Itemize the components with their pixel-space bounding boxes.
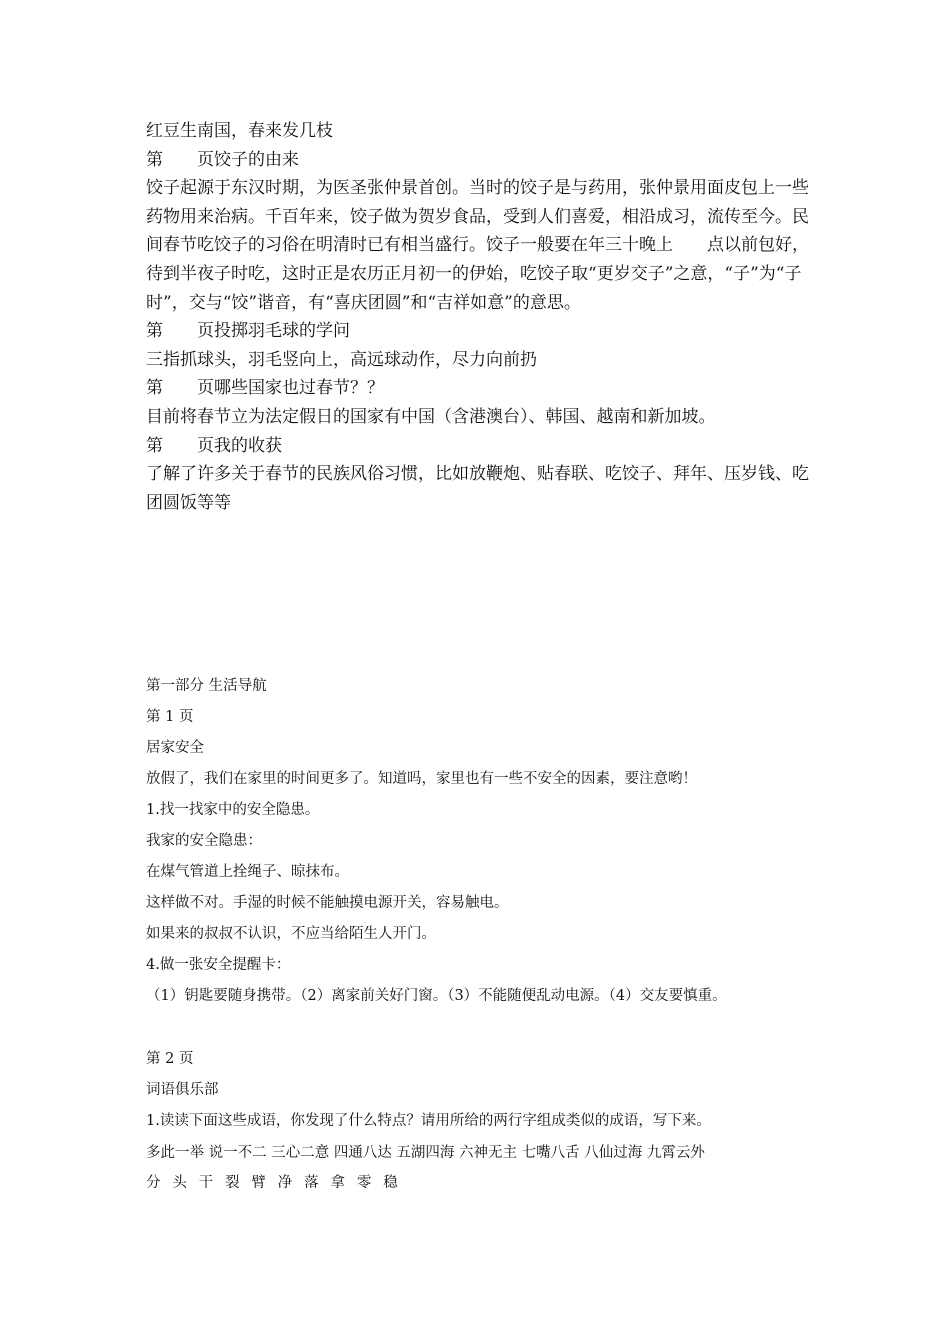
part-title: 第一部分 生活导航 bbox=[146, 678, 267, 694]
page1-intro: 放假了，我们在家里的时间更多了。知道吗，家里也有一些不安全的因素，要注意哟！ bbox=[146, 771, 697, 787]
hazard-item: 如果来的叔叔不认识，不应当给陌生人开门。 bbox=[146, 926, 436, 942]
section-gap bbox=[146, 1012, 836, 1044]
heading-badminton: 第 页投掷羽毛球的学问 bbox=[146, 321, 350, 342]
heading-countries: 第 页哪些国家也过春节？？ bbox=[146, 378, 384, 399]
hazards-label: 我家的安全隐患： bbox=[146, 833, 262, 849]
safety-card: （1）钥匙要随身携带。（2）离家前关好门窗。（3）不能随便乱动电源。（4）交友要慎重。 bbox=[146, 988, 727, 1004]
hazard-item: 这样做不对。手湿的时候不能触摸电源开关，容易触电。 bbox=[146, 895, 509, 911]
given-characters: 分 头 干 裂 臂 净 落 拿 零 稳 bbox=[146, 1175, 402, 1191]
spring-festival-notes bbox=[146, 117, 816, 517]
page1-question-1: 1.找一找家中的安全隐患。 bbox=[146, 802, 320, 818]
page1-label: 第 1 页 bbox=[146, 709, 194, 725]
page2-question-1: 1.读读下面这些成语，你发现了什么特点？请用所给的两行字组成类似的成语，写下来。 bbox=[146, 1113, 711, 1129]
page1-question-4: 4.做一张安全提醒卡： bbox=[146, 957, 291, 973]
poem-line: 红豆生南国，春来发几枝 bbox=[146, 121, 333, 141]
paragraph-my-harvest: 了解了许多关于春节的民族风俗习惯，比如放鞭炮、贴春联、吃饺子、拜年、压岁钱、吃团圆饭等等 bbox=[146, 464, 809, 513]
life-navigation-answers bbox=[146, 671, 836, 1199]
paragraph-dumpling-origin: 饺子起源于东汉时期，为医圣张仲景首创。当时的饺子是与药用，张仲景用面皮包上一些药物用来治病。千百年来，饺子做为贺岁食品，受到人们喜爱，相沿成习，流传至今。民间春节吃饺子的习俗在明清时已有相当盛行。饺子一般要在年三十晚上 点以前包好，待到半夜子时吃，这时正是农历正月初一的伊始，吃饺子取“更岁交子”之意，“子”为“子时”，交与“饺”谐音，有“喜庆团圆”和“吉祥如意”的意思。 bbox=[146, 178, 809, 313]
heading-my-harvest: 第 页我的收获 bbox=[146, 435, 282, 456]
paragraph-countries: 目前将春节立为法定假日的国家有中国（含港澳台）、韩国、越南和新加坡。 bbox=[146, 406, 716, 427]
page2-label: 第 2 页 bbox=[146, 1051, 194, 1067]
hazard-item: 在煤气管道上拴绳子、晾抹布。 bbox=[146, 864, 349, 880]
heading-dumpling-origin: 第 页饺子的由来 bbox=[146, 149, 299, 170]
page2-topic: 词语俱乐部 bbox=[146, 1082, 219, 1098]
idiom-list: 多此一举 说一不二 三心二意 四通八达 五湖四海 六神无主 七嘴八舌 八仙过海 九霄云外 bbox=[146, 1145, 705, 1161]
page1-topic: 居家安全 bbox=[146, 740, 204, 756]
paragraph-badminton: 三指抓球头，羽毛竖向上，高远球动作，尽力向前扔 bbox=[146, 349, 537, 370]
